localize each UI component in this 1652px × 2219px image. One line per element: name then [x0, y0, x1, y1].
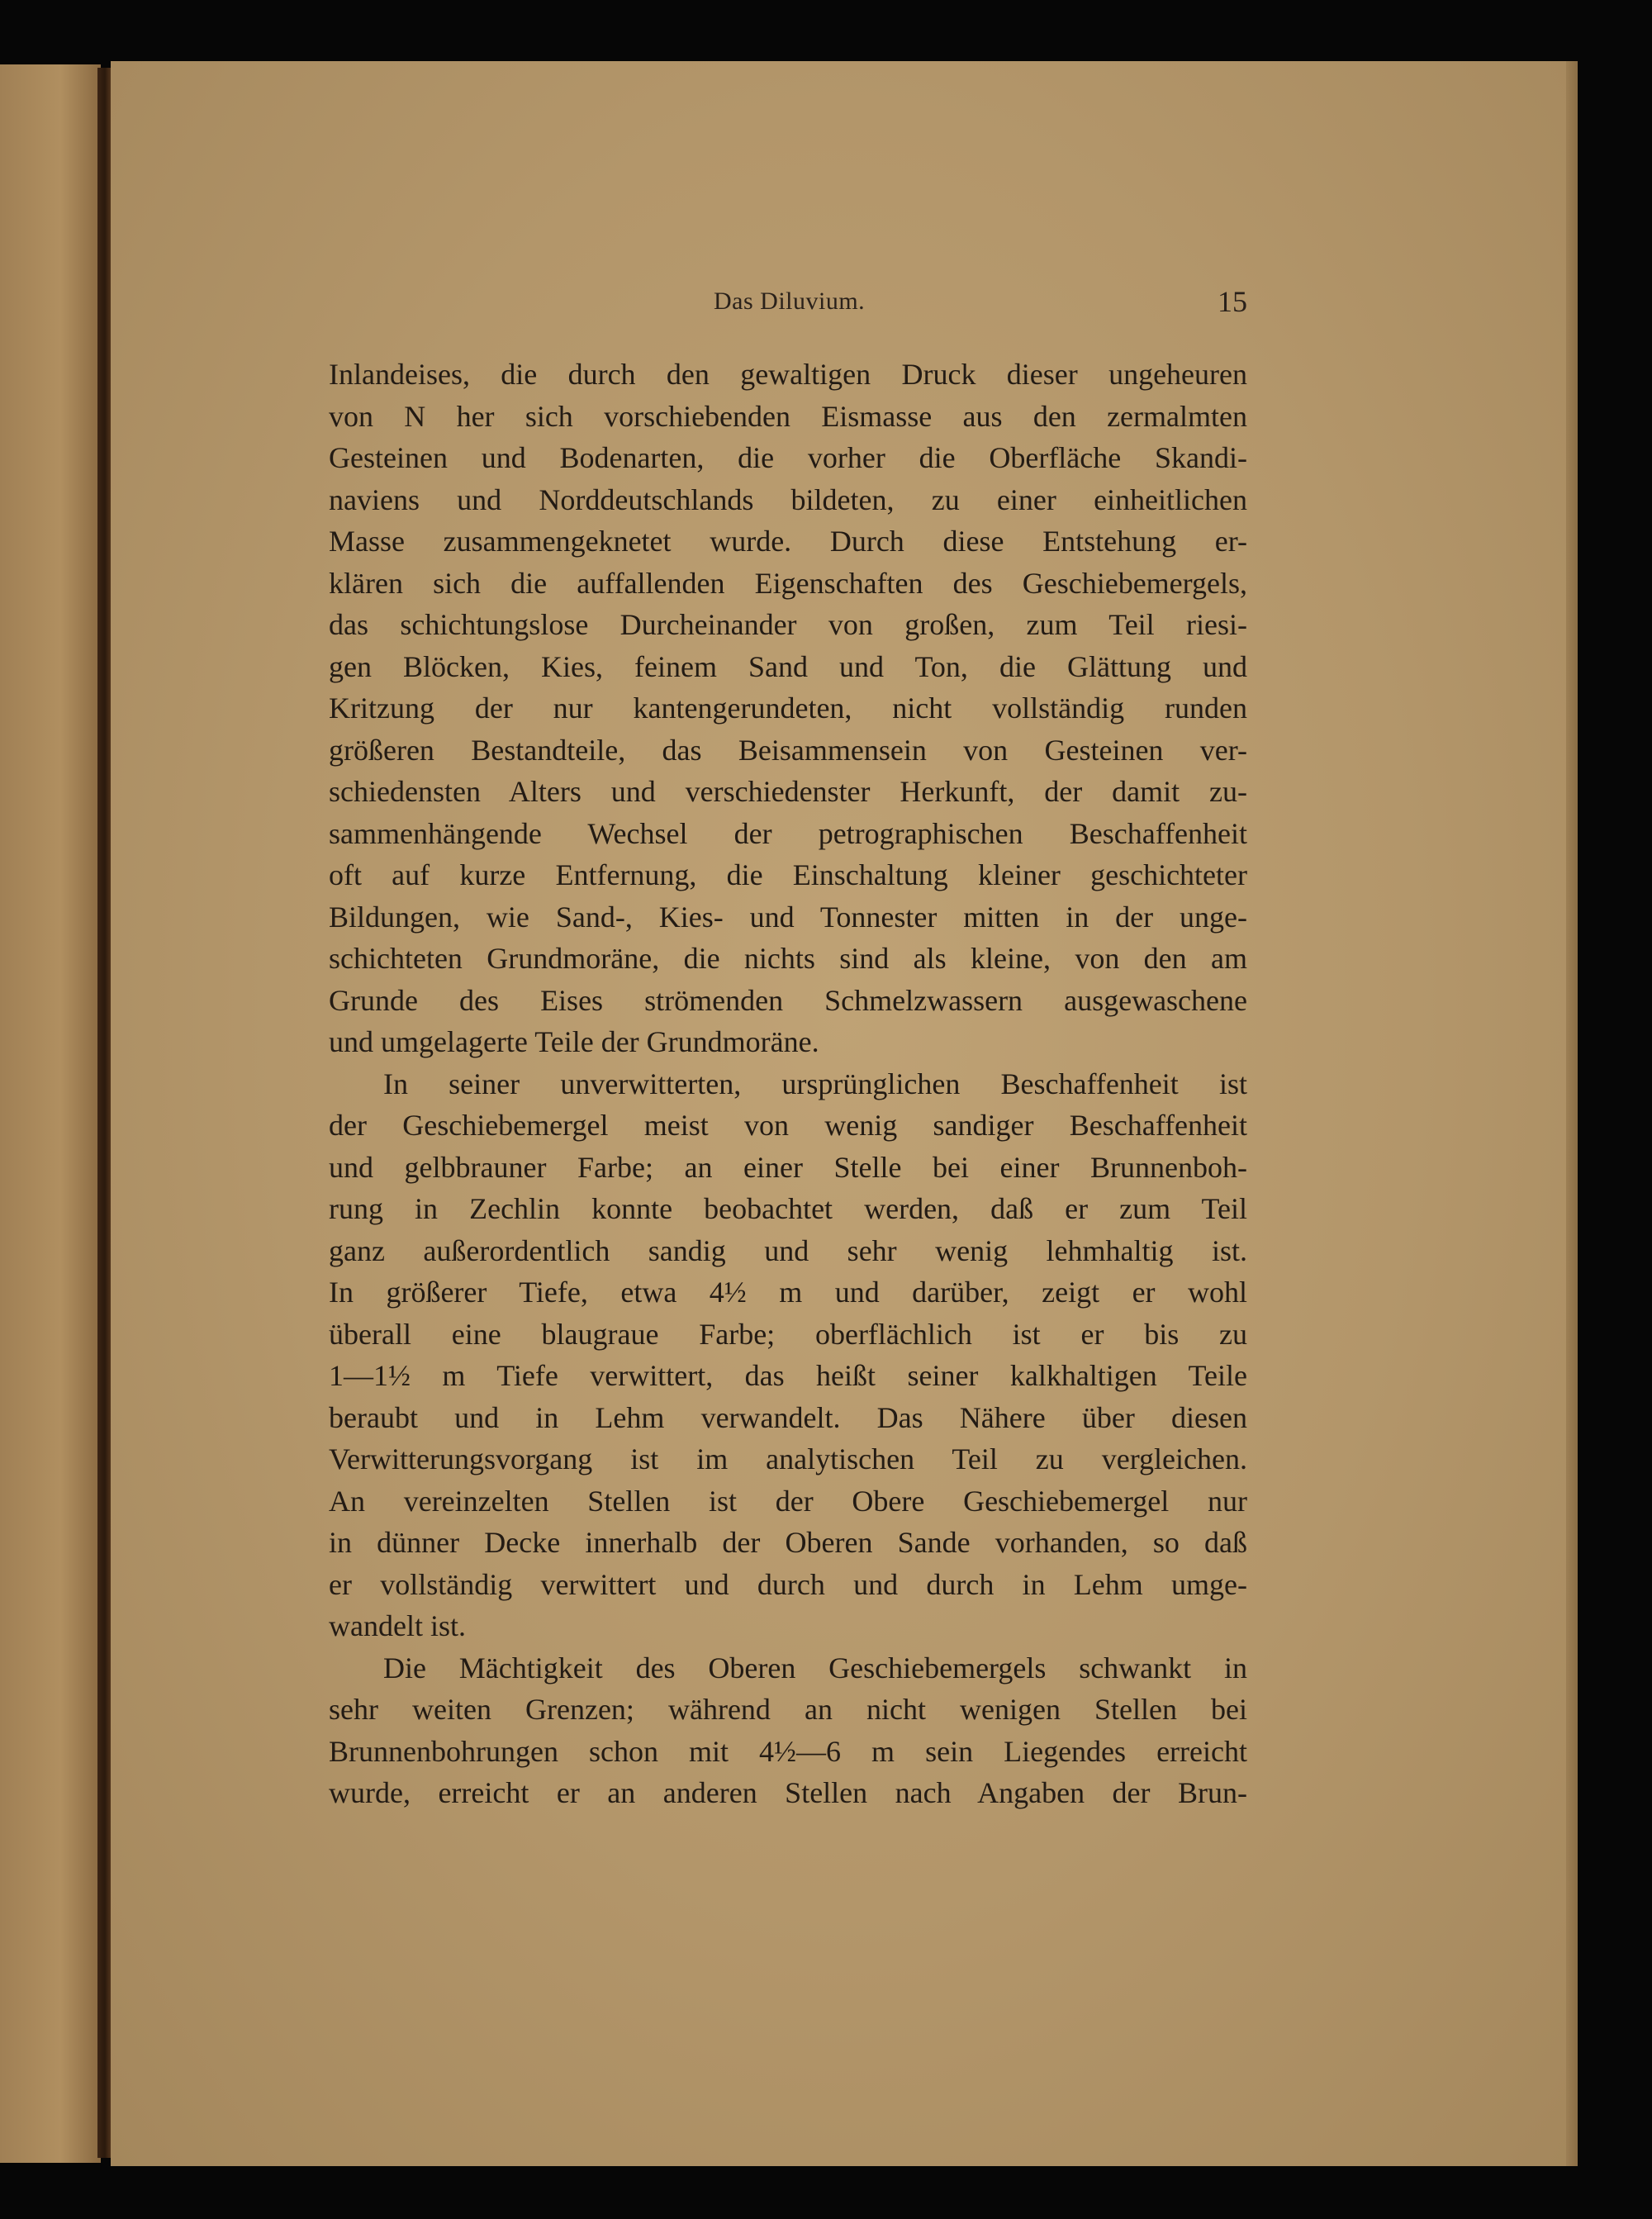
text-line: naviens und Norddeutschlands bildeten, zu einer einheitlichen [329, 482, 1247, 516]
text-line: Verwitterungsvorgang ist im analytischen Teil zu vergleichen. [329, 1442, 1247, 1475]
body-text [329, 354, 1247, 1814]
text-line: sehr weiten Grenzen; während an nicht wenigen Stellen bei [329, 1693, 1247, 1726]
page-number: 15 [1218, 285, 1247, 318]
running-head: Das Diluvium. [714, 287, 866, 315]
text-line: schichteten Grundmoräne, die nichts sind als kleine, von den am [329, 942, 1247, 975]
text-line: Brunnenbohrungen schon mit 4½—6 m sein Liegendes erreicht [329, 1734, 1247, 1768]
text-line: beraubt und in Lehm verwandelt. Das Nähere über diesen [329, 1400, 1247, 1434]
text-line: ganz außerordentlich sandig und sehr wenig lehmhaltig ist. [329, 1233, 1247, 1267]
text-line: er vollständig verwittert und durch und durch in Lehm umge- [329, 1567, 1247, 1601]
text-line: 1—1½ m Tiefe verwittert, das heißt seiner kalkhaltigen Teile [329, 1359, 1247, 1392]
text-line: Bildungen, wie Sand-, Kies- und Tonnester mitten in der unge- [329, 900, 1247, 934]
text-line: in dünner Decke innerhalb der Oberen Sande vorhanden, so daß [329, 1526, 1247, 1559]
text-line: und umgelagerte Teile der Grundmoräne. [329, 1025, 819, 1058]
text-line: Inlandeises, die durch den gewaltigen Druck dieser ungeheuren [329, 358, 1247, 391]
text-line: der Geschiebemergel meist von wenig sandiger Beschaffenheit [329, 1109, 1247, 1142]
text-line: An vereinzelten Stellen ist der Obere Geschiebemergel nur [329, 1484, 1247, 1518]
text-line: Kritzung der nur kantengerundeten, nicht vollständig runden [329, 691, 1247, 725]
facing-page-edge [0, 64, 101, 2163]
text-line: und gelbbrauner Farbe; an einer Stelle bei einer Brunnenboh- [329, 1150, 1247, 1184]
text-line: klären sich die auffallenden Eigenschaften des Geschiebemergels, [329, 566, 1247, 600]
text-line: von N her sich vorschiebenden Eismasse aus den zermalmten [329, 399, 1247, 433]
text-line: Grunde des Eises strömenden Schmelzwassern ausgewaschene [329, 983, 1247, 1017]
page-header [329, 283, 1247, 319]
text-line: In größerer Tiefe, etwa 4½ m und darüber, zeigt er wohl [329, 1276, 1247, 1309]
text-line: Masse zusammengeknetet wurde. Durch diese Entstehung er- [329, 525, 1247, 558]
text-line: wurde, erreicht er an anderen Stellen nach Angaben der Brun- [329, 1776, 1247, 1809]
text-line: rung in Zechlin konnte beobachtet werden, daß er zum Teil [329, 1192, 1247, 1225]
text-line: Gesteinen und Bodenarten, die vorher die Oberfläche Skandi- [329, 441, 1247, 474]
paragraph [329, 354, 1247, 1063]
text-line: das schichtungslose Durcheinander von großen, zum Teil riesi- [329, 608, 1247, 641]
text-line: In seiner unverwitterten, ursprünglichen Beschaffenheit ist [383, 1067, 1247, 1100]
text-line: wandelt ist. [329, 1609, 466, 1642]
text-line: überall eine blaugraue Farbe; oberflächlich ist er bis zu [329, 1317, 1247, 1351]
paragraph [329, 1063, 1247, 1647]
text-line: größeren Bestandteile, das Beisammensein von Gesteinen ver- [329, 733, 1247, 767]
text-line: oft auf kurze Entfernung, die Einschaltung kleiner geschichteter [329, 858, 1247, 891]
text-line: Die Mächtigkeit des Oberen Geschiebemergels schwankt in [383, 1651, 1247, 1684]
text-line: gen Blöcken, Kies, feinem Sand und Ton, die Glättung und [329, 649, 1247, 683]
page-fore-edge [1566, 61, 1578, 2166]
text-line: sammenhängende Wechsel der petrographischen Beschaffenheit [329, 816, 1247, 850]
paragraph [329, 1647, 1247, 1814]
text-line: schiedensten Alters und verschiedenster Herkunft, der damit zu- [329, 775, 1247, 808]
